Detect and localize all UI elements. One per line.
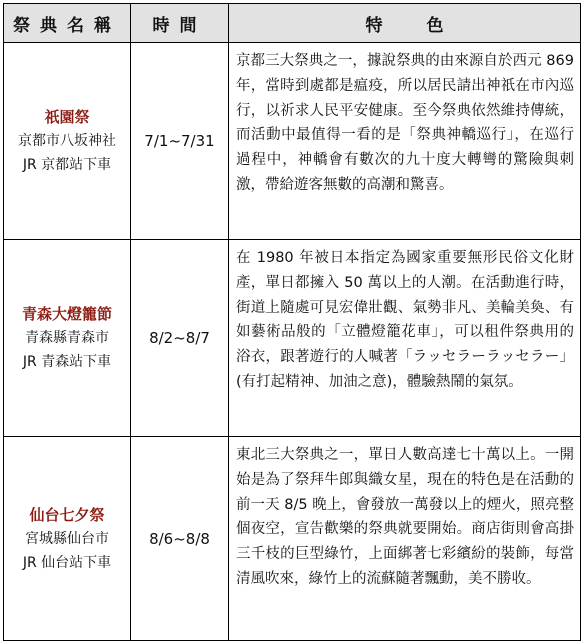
festival-description: 京都三大祭典之一，據說祭典的由來源自於西元 869 年，當時到處都是瘟疫，所以居民請出神祇在市內巡行，以祈求人民平安健康。至今祭典依然維持傳統，而活動中最值得一看的是「祭典神轎巡行」，在巡行過程中，神轎會有數次的九十度大轉彎的驚險與刺激，帶給遊客無數的高潮和驚喜。 <box>229 43 581 240</box>
festival-name: 祇園祭 <box>44 108 90 126</box>
festival-location: 京都市八坂神社 <box>18 133 116 149</box>
header-name: 祭典名稱 <box>4 4 131 43</box>
festival-name-cell <box>4 240 131 437</box>
table-row <box>4 240 581 437</box>
festival-time: 7/1~7/31 <box>131 43 229 240</box>
table-row <box>4 437 581 641</box>
festival-table <box>3 3 581 641</box>
festival-description: 東北三大祭典之一，單日人數高達七十萬以上。一開始是為了祭拜牛郎與織女星，現在的特色是在活動的前一天 8/5 晚上，會發放一萬發以上的煙火，照亮整個夜空，宣告歡樂的祭典就要開始。商店街則會高掛三千枝的巨型綠竹，上面綁著七彩繽紛的裝飾，每當清風吹來，綠竹上的流蘇隨著飄動，美不勝收。 <box>229 437 581 641</box>
festival-name: 青森大燈籠節 <box>21 305 112 323</box>
festival-station: JR 仙台站下車 <box>22 554 112 571</box>
festival-station: JR 青森站下車 <box>22 354 112 370</box>
table-row <box>4 43 581 240</box>
festival-location: 青森縣青森市 <box>25 330 109 346</box>
header-feature-a: 特 <box>365 15 383 36</box>
header-feature-b: 色 <box>426 15 444 36</box>
festival-time: 8/2~8/7 <box>131 240 229 437</box>
festival-location: 宮城縣仙台市 <box>25 530 109 547</box>
header-row <box>4 4 581 43</box>
festival-name-cell <box>4 43 131 240</box>
festival-name: 仙台七夕祭 <box>29 505 105 524</box>
header-time: 時間 <box>131 4 229 43</box>
festival-station: JR 京都站下車 <box>22 157 112 173</box>
festival-time: 8/6~8/8 <box>131 437 229 641</box>
festival-description: 在 1980 年被日本指定為國家重要無形民俗文化財產，單日都擁入 50 萬以上的人潮。在活動進行時，街道上隨處可見宏偉壯觀、氣勢非凡、美輪美奐、有如藝術品般的「立體燈籠花車」，可以租件祭典用的浴衣，跟著遊行的人喊著「ラッセラーラッセラー」(有打起精神、加油之意)，體驗熱鬧的氣氛。 <box>229 240 581 437</box>
header-feature <box>229 4 581 43</box>
festival-name-cell <box>4 437 131 641</box>
